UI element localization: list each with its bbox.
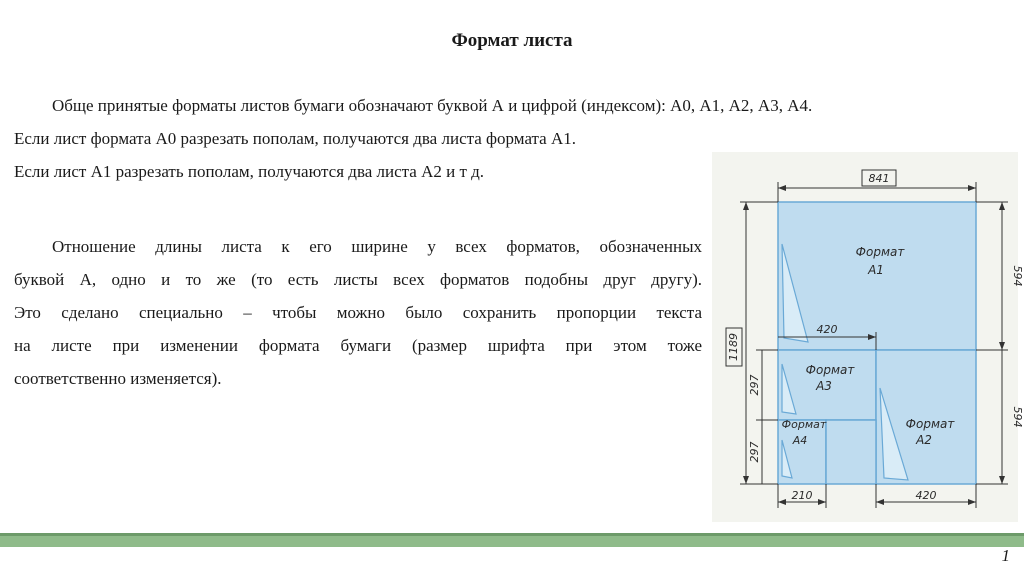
- format-diagram-svg: [712, 152, 1024, 522]
- format-a2-code: А2: [916, 433, 932, 447]
- ratio-line: соответственно изменяется).: [14, 369, 222, 388]
- dim-right-bottom-label: 594: [1011, 406, 1024, 428]
- dim-left-label: 1189: [727, 333, 740, 361]
- page-number: 1: [1001, 546, 1010, 565]
- dim-297-top-label: 297: [748, 374, 761, 396]
- intro-line: Обще принятые форматы листов бумаги обозначают буквой А и цифрой (индексом): А0, А1, А2, А3, А4.: [52, 96, 813, 115]
- arrow-head: [999, 342, 1005, 350]
- format-a4-word: Формат: [781, 418, 827, 431]
- arrow-head: [999, 476, 1005, 484]
- arrow-head: [818, 499, 826, 505]
- arrow-head: [876, 499, 884, 505]
- arrow-head: [743, 202, 749, 210]
- dim-420-bottom-label: 420: [915, 489, 937, 502]
- format-a1-word: Формат: [855, 245, 905, 259]
- slide-title: Формат листа: [451, 30, 573, 51]
- format-a4-code: А4: [792, 434, 808, 447]
- arrow-head: [999, 202, 1005, 210]
- dim-210-label: 210: [791, 489, 813, 502]
- sheet-a4-neighbor: [826, 420, 876, 484]
- footer-bar: [0, 533, 1024, 547]
- footer-bar-edge: [0, 533, 1024, 536]
- intro-line: Если лист А1 разрезать пополам, получаются два листа А2 и т д.: [14, 162, 485, 181]
- ratio-line: Отношение длины листа к его ширине у всех форматов, обозначенных: [52, 237, 702, 256]
- arrow-head: [778, 185, 786, 191]
- ratio-paragraph: [14, 230, 702, 395]
- arrow-head: [968, 185, 976, 191]
- dim-right-top-label: 594: [1011, 265, 1024, 287]
- dim-297-bottom-label: 297: [748, 441, 761, 463]
- dim-top-label: 841: [868, 172, 890, 185]
- format-a2-word: Формат: [905, 417, 955, 431]
- dim-mid-420-label: 420: [816, 323, 838, 336]
- arrow-head: [778, 499, 786, 505]
- format-a1-code: А1: [868, 263, 884, 277]
- arrow-head: [968, 499, 976, 505]
- ratio-line: буквой А, одно и то же (то есть листы всех форматов подобны друг другу).: [14, 270, 702, 289]
- ratio-line: Это сделано специально – чтобы можно было сохранить пропорции текста: [14, 303, 702, 322]
- paper-format-diagram: [712, 152, 1024, 522]
- intro-line: Если лист формата А0 разрезать пополам, получаются два листа формата А1.: [14, 129, 577, 148]
- format-a3-word: Формат: [805, 363, 855, 377]
- ratio-line: на листе при изменении формата бумаги (размер шрифта при этом тоже: [14, 336, 702, 355]
- arrow-head: [743, 476, 749, 484]
- format-a3-code: А3: [816, 379, 832, 393]
